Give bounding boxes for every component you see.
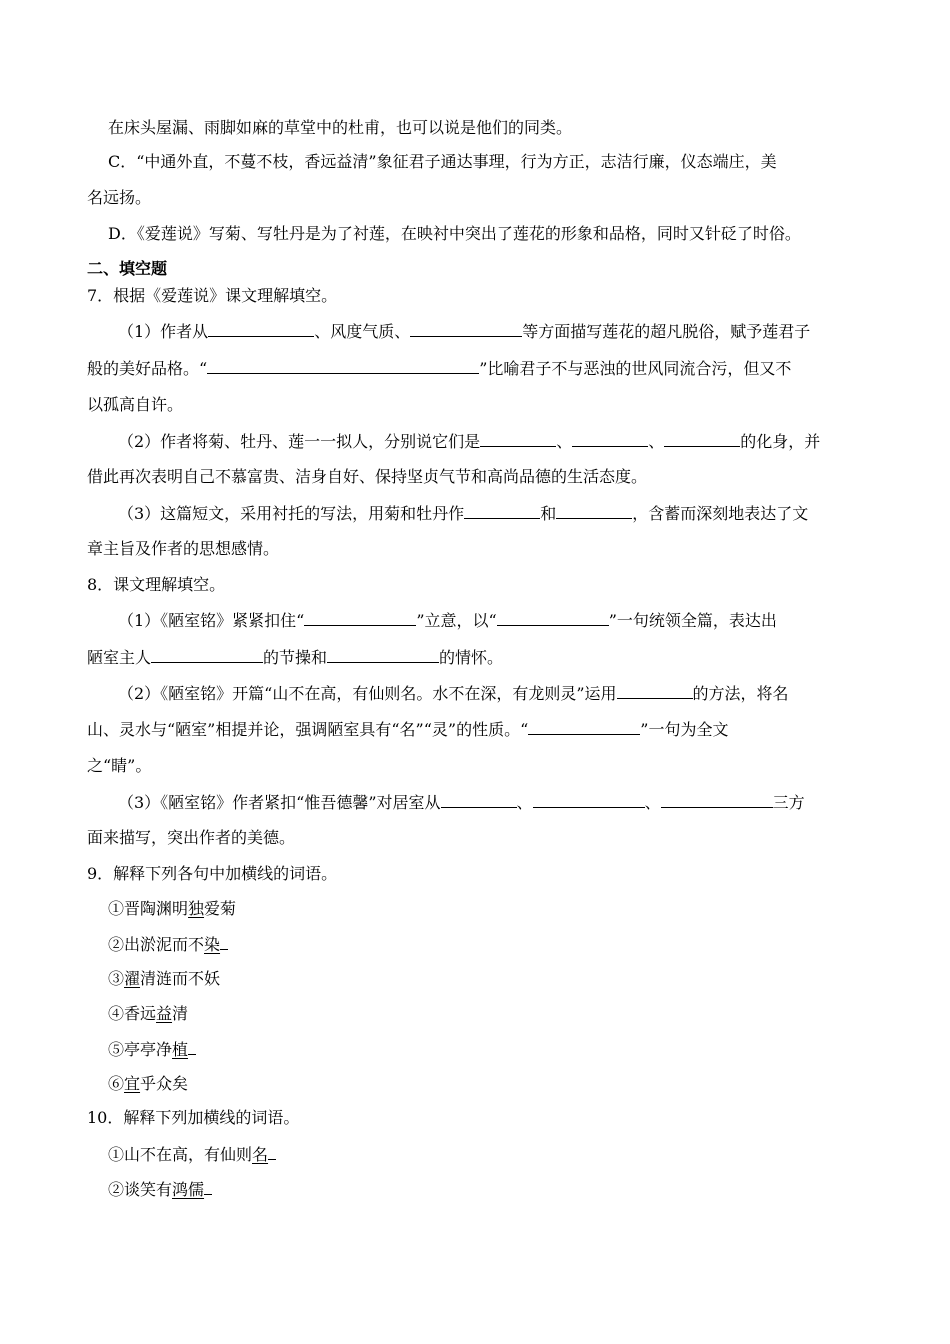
- q8-part1-line1: （1）《陋室铭》紧紧扣住“ ”立意，以“ ”一句统领全篇，表达出: [118, 611, 777, 630]
- answer-blank[interactable]: [480, 431, 556, 447]
- q10-item: ②谈笑有鸿儒: [108, 1179, 888, 1200]
- answer-blank[interactable]: [617, 683, 693, 699]
- q7-part3-line2: 章主旨及作者的思想感情。: [87, 539, 280, 558]
- q10-stem: 10．解释下列加横线的词语。: [87, 1108, 300, 1127]
- answer-blank[interactable]: [410, 321, 522, 337]
- q7-part1-line1: （1）作者从 、风度气质、 等方面描写莲花的超凡脱俗，赋予莲君子: [118, 322, 811, 341]
- q9-item: ④香远益清: [108, 1004, 189, 1023]
- q8-part3-line1: （3）《陋室铭》作者紧扣“惟吾德馨”对居室从 、 、 三方: [118, 793, 805, 812]
- q9-item: ⑥宜乎众矣: [108, 1074, 189, 1093]
- q10-item: ①山不在高，有仙则名: [108, 1144, 888, 1165]
- q7-part1-line3: 以孤高自许。: [87, 395, 184, 414]
- q9-item: ②出淤泥而不染: [108, 934, 888, 955]
- q7-part2-line2: 借此再次表明自己不慕富贵、洁身自好、保持坚贞气节和高尚品德的生活态度。: [87, 467, 648, 486]
- answer-blank[interactable]: [664, 431, 740, 447]
- q9-stem: 9．解释下列各句中加横线的词语。: [87, 864, 338, 883]
- q8-part3-line2: 面来描写，突出作者的美德。: [87, 828, 296, 847]
- q8-part2-line1: （2）《陋室铭》开篇“山不在高，有仙则名。水不在深，有龙则灵”运用 的方法，将名: [118, 684, 789, 703]
- q6-option-d: D．《爱莲说》写菊、写牡丹是为了衬莲，在映衬中突出了莲花的形象和品格，同时又针砭了时俗。: [108, 224, 801, 243]
- answer-blank[interactable]: [533, 792, 645, 808]
- q9-item: ③濯清涟而不妖: [108, 969, 221, 988]
- answer-blank[interactable]: [304, 610, 416, 626]
- q7-part2-line1: （2）作者将菊、牡丹、莲一一拟人，分别说它们是 、 、 的化身，并: [118, 432, 821, 451]
- q6-option-c-line1: C．“中通外直，不蔓不枝，香远益清”象征君子通达事理，行为方正，志洁行廉，仪态端庄，美: [108, 152, 777, 171]
- q8-part2-line3: 之“睛”。: [87, 756, 152, 775]
- answer-blank[interactable]: [497, 610, 609, 626]
- q8-part2-line2: 山、灵水与“陋室”相提并论，强调陋室具有“名”“灵”的性质。“ ”一句为全文: [87, 720, 729, 739]
- section-title-fill-in: 二、填空题: [87, 259, 168, 278]
- answer-blank[interactable]: [151, 647, 263, 663]
- answer-blank[interactable]: [556, 503, 632, 519]
- answer-blank[interactable]: [327, 647, 439, 663]
- q7-part3-line1: （3）这篇短文，采用衬托的写法，用菊和牡丹作 和 ，含蓄而深刻地表达了文: [118, 504, 809, 523]
- q6-option-b-tail: 在床头屋漏、雨脚如麻的草堂中的杜甫，也可以说是他们的同类。: [108, 118, 573, 137]
- q6-option-c-line2: 名远扬。: [87, 188, 152, 207]
- q7-stem: 7．根据《爱莲说》课文理解填空。: [87, 286, 338, 305]
- q9-item: ⑤亭亭净植: [108, 1039, 888, 1060]
- answer-blank[interactable]: [661, 792, 773, 808]
- answer-blank[interactable]: [207, 358, 479, 374]
- answer-blank[interactable]: [572, 431, 648, 447]
- answer-blank[interactable]: [464, 503, 540, 519]
- answer-blank[interactable]: [441, 792, 517, 808]
- q8-stem: 8．课文理解填空。: [87, 575, 226, 594]
- answer-blank[interactable]: [208, 321, 314, 337]
- q8-part1-line2: 陋室主人 的节操和 的情怀。: [87, 648, 504, 667]
- q9-item: ①晋陶渊明独爱菊: [108, 899, 237, 918]
- answer-blank[interactable]: [528, 719, 640, 735]
- q7-part1-line2: 般的美好品格。“ ”比喻君子不与恶浊的世风同流合污，但又不: [87, 359, 792, 378]
